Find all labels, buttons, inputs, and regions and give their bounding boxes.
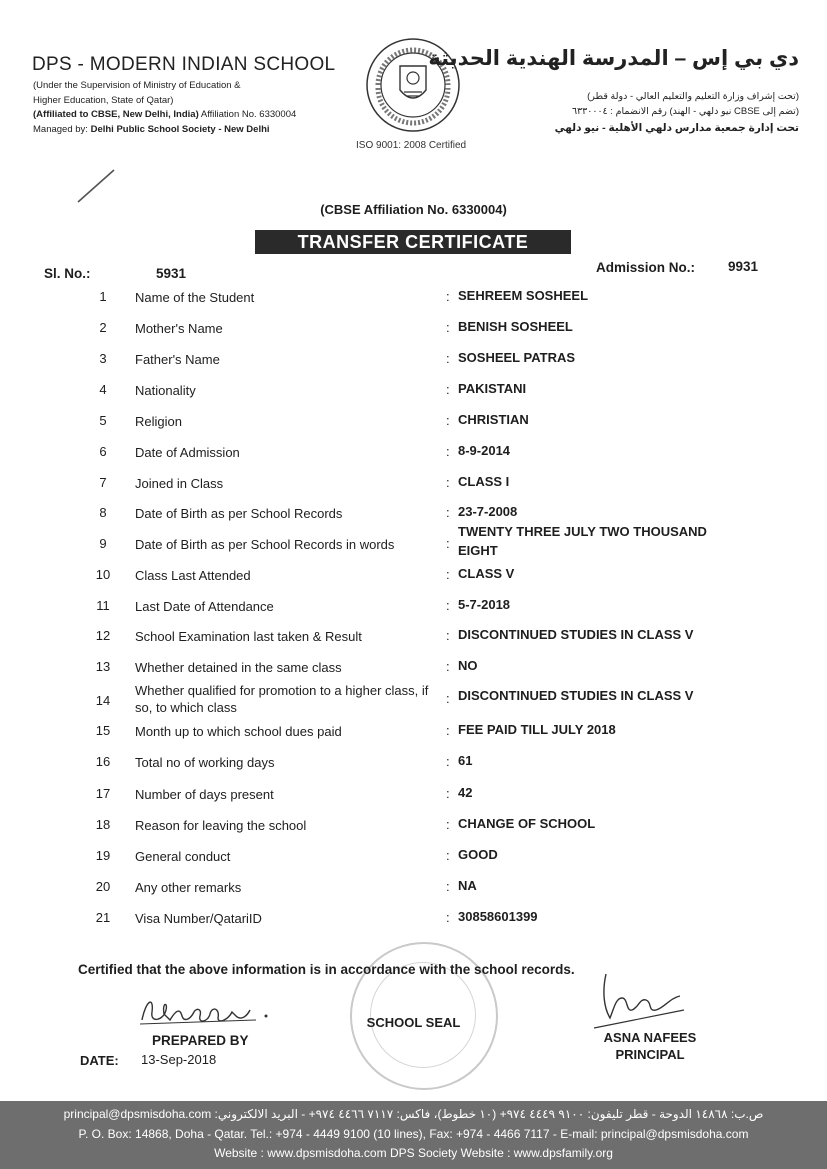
school-name: DPS - MODERN INDIAN SCHOOL bbox=[32, 54, 336, 75]
certification-statement: Certified that the above information is in accordance with the school records. bbox=[78, 962, 575, 977]
field-colon: : bbox=[446, 289, 450, 304]
field-colon: : bbox=[446, 848, 450, 863]
field-number: 10 bbox=[95, 567, 111, 582]
managed-by-label: Managed by: bbox=[33, 124, 88, 135]
field-number: 14 bbox=[95, 693, 111, 708]
field-value: CLASS I bbox=[458, 474, 510, 489]
field-colon: : bbox=[446, 723, 450, 738]
managed-by-society: Delhi Public School Society - New Delhi bbox=[90, 124, 270, 135]
field-label: Whether detained in the same class bbox=[135, 660, 342, 675]
field-label: Total no of working days bbox=[135, 755, 275, 770]
field-number: 16 bbox=[95, 754, 111, 769]
field-value: DISCONTINUED STUDIES IN CLASS V bbox=[458, 627, 694, 642]
field-row bbox=[0, 628, 827, 658]
field-colon: : bbox=[446, 628, 450, 643]
field-number: 15 bbox=[95, 723, 111, 738]
field-row bbox=[0, 475, 827, 505]
field-colon: : bbox=[446, 754, 450, 769]
field-value: 5-7-2018 bbox=[458, 597, 511, 612]
field-value: CHRISTIAN bbox=[458, 412, 529, 427]
field-label: Visa Number/QatariID bbox=[135, 911, 262, 926]
field-number: 5 bbox=[99, 413, 107, 428]
field-number: 9 bbox=[99, 536, 107, 551]
field-row bbox=[0, 351, 827, 381]
field-colon: : bbox=[446, 505, 450, 520]
principal-name: ASNA NAFEES bbox=[603, 1030, 697, 1045]
document-title: TRANSFER CERTIFICATE bbox=[255, 230, 571, 254]
field-row bbox=[0, 910, 827, 940]
field-value: DISCONTINUED STUDIES IN CLASS V bbox=[458, 688, 694, 703]
field-label: Date of Birth as per School Records bbox=[135, 506, 343, 521]
date-label: DATE: bbox=[80, 1053, 119, 1068]
field-colon: : bbox=[446, 444, 450, 459]
iso-certification: ISO 9001: 2008 Certified bbox=[356, 140, 467, 151]
field-row bbox=[0, 567, 827, 597]
field-colon: : bbox=[446, 567, 450, 582]
field-label: School Examination last taken & Result bbox=[135, 629, 362, 644]
field-row bbox=[0, 682, 827, 715]
field-value: NO bbox=[458, 658, 478, 673]
field-number: 20 bbox=[95, 879, 111, 894]
principal-title: PRINCIPAL bbox=[615, 1047, 685, 1062]
field-row bbox=[0, 786, 827, 816]
field-colon: : bbox=[446, 475, 450, 490]
footer-websites: Website : www.dpsmisdoha.com DPS Society Website : www.dpsfamily.org bbox=[214, 1146, 613, 1160]
field-label: Name of the Student bbox=[135, 290, 255, 305]
field-label: Joined in Class bbox=[135, 476, 224, 491]
field-value: CLASS V bbox=[458, 566, 515, 581]
field-value: 30858601399 bbox=[458, 909, 538, 924]
field-colon: : bbox=[446, 351, 450, 366]
admission-number: 9931 bbox=[728, 259, 759, 274]
footer-arabic-contact: ص.ب: ١٤٨٦٨ الدوحة - قطر تليفون: ٩١٠٠ ٤٤٤٩ ٩٧٤+ (١٠ خطوط)، فاكس: ٧١١٧ ٤٤٦٦ ٩٧٤+ - البريد الالكتروني: principal@dpsmisdoha.com bbox=[63, 1107, 764, 1121]
cbse-affiliation: (CBSE Affiliation No. 6330004) bbox=[320, 202, 507, 217]
field-number: 2 bbox=[99, 320, 107, 335]
admission-number-label: Admission No.: bbox=[596, 260, 696, 275]
field-colon: : bbox=[446, 320, 450, 335]
field-number: 19 bbox=[95, 848, 111, 863]
field-row bbox=[0, 598, 827, 628]
pen-mark-icon bbox=[74, 166, 118, 206]
serial-number: 5931 bbox=[156, 266, 187, 281]
field-label: Religion bbox=[135, 414, 182, 429]
field-value: SOSHEEL PATRAS bbox=[458, 350, 576, 365]
field-number: 8 bbox=[99, 505, 107, 520]
field-value: 42 bbox=[458, 785, 473, 800]
field-colon: : bbox=[446, 598, 450, 613]
field-number: 4 bbox=[99, 382, 107, 397]
field-number: 17 bbox=[95, 786, 111, 801]
field-colon: : bbox=[446, 536, 450, 551]
arabic-school-name: دي بي إس – المدرسة الهندية الحديثة bbox=[428, 47, 799, 70]
arabic-line-1: (تحت إشراف وزارة التعليم والتعليم العالي - دولة قطر) bbox=[587, 91, 799, 102]
field-label: Last Date of Attendance bbox=[135, 599, 274, 614]
field-row bbox=[0, 524, 827, 566]
field-row bbox=[0, 320, 827, 350]
field-label: Reason for leaving the school bbox=[135, 818, 307, 833]
field-value: CHANGE OF SCHOOL bbox=[458, 816, 596, 831]
affiliation-line bbox=[33, 109, 296, 121]
field-row bbox=[0, 413, 827, 443]
field-value: SEHREEM SOSHEEL bbox=[458, 288, 589, 303]
field-label: Father's Name bbox=[135, 352, 220, 367]
field-number: 12 bbox=[95, 628, 111, 643]
field-label: Date of Admission bbox=[135, 445, 240, 460]
field-colon: : bbox=[446, 910, 450, 925]
arabic-line-2: (تضم إلى CBSE نيو دلهي - الهند) رقم الانضمام : ٦٣٣٠٠٠٤ bbox=[571, 106, 799, 117]
field-label: Month up to which school dues paid bbox=[135, 724, 342, 739]
field-value: BENISH SOSHEEL bbox=[458, 319, 573, 334]
field-label: Whether qualified for promotion to a higher class, if so, to which class bbox=[135, 683, 429, 715]
field-label: Mother's Name bbox=[135, 321, 223, 336]
field-colon: : bbox=[446, 413, 450, 428]
field-row bbox=[0, 289, 827, 319]
field-row bbox=[0, 723, 827, 753]
field-number: 18 bbox=[95, 817, 111, 832]
field-label: Any other remarks bbox=[135, 880, 242, 895]
supervision-line-2: Higher Education, State of Qatar) bbox=[33, 95, 174, 106]
field-row bbox=[0, 817, 827, 847]
issue-date: 13-Sep-2018 bbox=[141, 1052, 217, 1067]
field-value: PAKISTANI bbox=[458, 381, 527, 396]
field-value: NA bbox=[458, 878, 477, 893]
field-row bbox=[0, 848, 827, 878]
field-number: 11 bbox=[96, 598, 110, 613]
field-colon: : bbox=[446, 817, 450, 832]
field-number: 3 bbox=[99, 351, 107, 366]
affiliated-text: (Affiliated to CBSE, New Delhi, India) bbox=[33, 109, 199, 120]
field-value: FEE PAID TILL JULY 2018 bbox=[458, 722, 616, 737]
field-value: 23-7-2008 bbox=[458, 504, 518, 519]
field-row bbox=[0, 444, 827, 474]
field-number: 21 bbox=[95, 910, 111, 925]
school-seal-label: SCHOOL SEAL bbox=[366, 1015, 461, 1030]
field-value: 8-9-2014 bbox=[458, 443, 511, 458]
arabic-line-3: تحت إدارة جمعية مدارس دلهي الأهلية - نيو دلهي bbox=[554, 122, 799, 134]
field-label: Class Last Attended bbox=[135, 568, 251, 583]
prepared-by-label: PREPARED BY bbox=[152, 1033, 249, 1048]
field-row bbox=[0, 382, 827, 412]
field-colon: : bbox=[446, 786, 450, 801]
field-value: TWENTY THREE JULY TWO THOUSAND EIGHT bbox=[458, 524, 707, 558]
managed-by-line bbox=[33, 124, 270, 136]
field-label: General conduct bbox=[135, 849, 231, 864]
field-label: Nationality bbox=[135, 383, 196, 398]
field-label: Date of Birth as per School Records in words bbox=[135, 537, 395, 552]
field-number: 7 bbox=[99, 475, 107, 490]
field-row bbox=[0, 754, 827, 784]
field-colon: : bbox=[446, 382, 450, 397]
field-number: 13 bbox=[95, 659, 111, 674]
field-colon: : bbox=[446, 879, 450, 894]
field-number: 1 bbox=[99, 289, 107, 304]
supervision-line-1: (Under the Supervision of Ministry of Education & bbox=[33, 80, 241, 91]
preparer-signature-icon bbox=[136, 990, 276, 1034]
field-number: 6 bbox=[99, 444, 107, 459]
field-label: Number of days present bbox=[135, 787, 274, 802]
field-value: 61 bbox=[458, 753, 473, 768]
principal-signature-icon bbox=[592, 968, 692, 1032]
affiliation-number: Affiliation No. 6330004 bbox=[200, 109, 297, 120]
footer bbox=[0, 1101, 827, 1169]
field-value: GOOD bbox=[458, 847, 498, 862]
footer-address: P. O. Box: 14868, Doha - Qatar. Tel.: +974 - 4449 9100 (10 lines), Fax: +974 - 4466 7117 - E-mail: principal@dpsmisdoha.com bbox=[78, 1127, 749, 1141]
field-row bbox=[0, 879, 827, 909]
field-colon: : bbox=[446, 691, 450, 706]
serial-number-label: Sl. No.: bbox=[44, 266, 91, 281]
field-colon: : bbox=[446, 659, 450, 674]
